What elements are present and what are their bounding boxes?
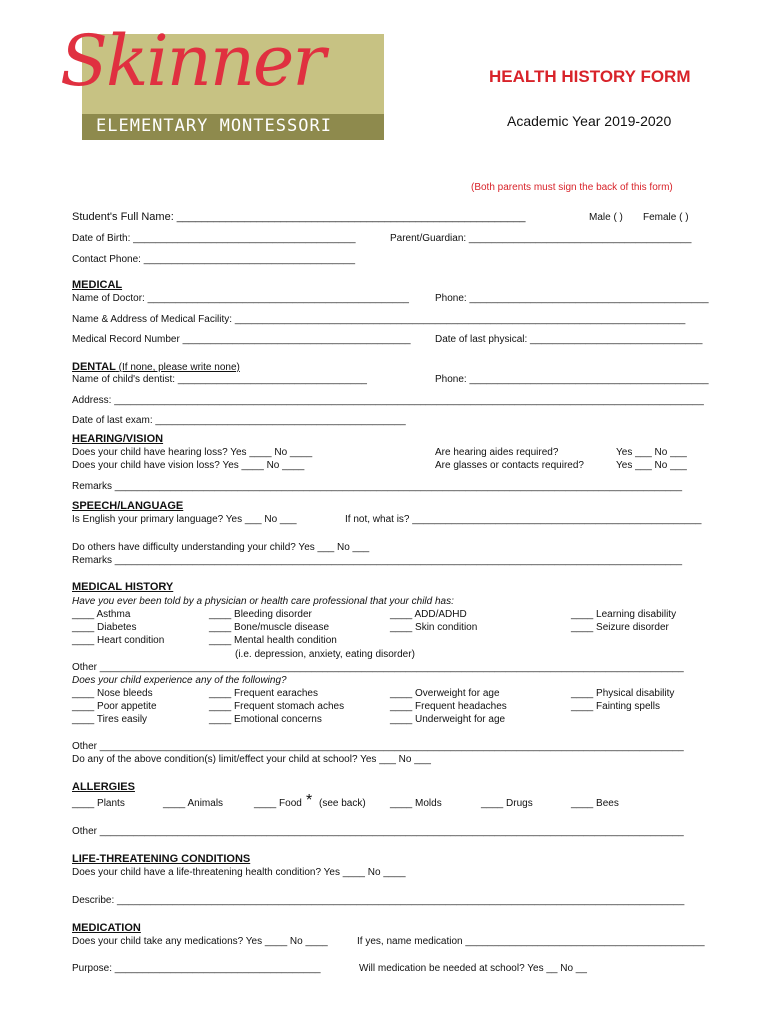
symptom-emotional[interactable]: ____ Emotional concerns [209, 714, 322, 725]
condition-skin[interactable]: ____ Skin condition [390, 622, 478, 633]
allergies-heading: ALLERGIES [72, 781, 135, 793]
symptom-stomach-aches[interactable]: ____ Frequent stomach aches [209, 701, 345, 712]
understanding-question[interactable]: Do others have difficulty understanding your child? Yes ___ No ___ [72, 542, 370, 553]
last-physical-field[interactable]: Date of last physical: _______________________________ [435, 334, 703, 345]
hearing-heading: HEARING/VISION [72, 433, 164, 445]
dentist-phone-field[interactable]: Phone: ___________________________________________ [435, 374, 709, 385]
condition-learning[interactable]: ____ Learning disability [571, 609, 677, 620]
symptom-earaches[interactable]: ____ Frequent earaches [209, 688, 318, 699]
medical-history-heading: MEDICAL HISTORY [72, 581, 174, 593]
logo-subtitle: ELEMENTARY MONTESSORI [96, 116, 332, 136]
glasses-answer[interactable]: Yes ___ No ___ [616, 460, 687, 471]
medication-school-question[interactable]: Will medication be needed at school? Yes __ No __ [359, 963, 587, 974]
doctor-phone-field[interactable]: Phone: ___________________________________________ [435, 293, 709, 304]
speech-remarks-field[interactable]: Remarks ______________________________________________________________________________________________________ [72, 555, 683, 566]
life-threatening-question[interactable]: Does your child have a life-threatening health condition? Yes ____ No ____ [72, 867, 406, 878]
medical-record-field[interactable]: Medical Record Number _________________________________________ [72, 334, 411, 345]
history-intro: Have you ever been told by a physician or health care professional that your child has: [72, 596, 454, 607]
vision-loss-question[interactable]: Does your child have vision loss? Yes ____ No ____ [72, 460, 305, 471]
limit-school-question[interactable]: Do any of the above condition(s) limit/effect your child at school? Yes ___ No ___ [72, 754, 431, 765]
other-language-field[interactable]: If not, what is? ____________________________________________________ [345, 514, 702, 525]
symptom-physical-disability[interactable]: ____ Physical disability [571, 688, 675, 699]
logo-script-text: Skinner [60, 20, 324, 102]
dentist-address-field[interactable]: Address: __________________________________________________________________________________________________________ [72, 395, 704, 406]
dob-field[interactable]: Date of Birth: ________________________________________ [72, 233, 356, 244]
speech-heading: SPEECH/LANGUAGE [72, 500, 184, 512]
hearing-remarks-field[interactable]: Remarks ______________________________________________________________________________________________________ [72, 481, 683, 492]
glasses-question: Are glasses or contacts required? [435, 460, 584, 471]
describe-field[interactable]: Describe: ______________________________________________________________________________________________________ [72, 895, 685, 906]
hearing-loss-question[interactable]: Does your child have hearing loss? Yes ____ No ____ [72, 447, 313, 458]
doctor-name-field[interactable]: Name of Doctor: _______________________________________________ [72, 293, 409, 304]
male-option[interactable]: Male ( ) [589, 212, 623, 223]
condition-diabetes[interactable]: ____ Diabetes [72, 622, 137, 633]
food-see-back: (see back) [319, 798, 366, 809]
hearing-aides-question: Are hearing aides required? [435, 447, 559, 458]
parents-sign-note: (Both parents must sign the back of this form) [471, 182, 673, 193]
dental-note: (If none, please write none) [118, 362, 240, 373]
condition-mental-health[interactable]: ____ Mental health condition [209, 635, 337, 646]
allergy-drugs[interactable]: ____ Drugs [481, 798, 533, 809]
symptom-fainting[interactable]: ____ Fainting spells [571, 701, 660, 712]
condition-asthma[interactable]: ____ Asthma [72, 609, 131, 620]
dental-heading: DENTAL (If none, please write none) [72, 361, 240, 373]
condition-heart[interactable]: ____ Heart condition [72, 635, 165, 646]
history-other-field-1[interactable]: Other _________________________________________________________________________________________________________ [72, 662, 684, 673]
symptom-underweight[interactable]: ____ Underweight for age [390, 714, 506, 725]
condition-bone-muscle[interactable]: ____ Bone/muscle disease [209, 622, 330, 633]
history-other-field-2[interactable]: Other _________________________________________________________________________________________________________ [72, 741, 684, 752]
contact-phone-field[interactable]: Contact Phone: ______________________________________ [72, 254, 356, 265]
condition-add-adhd[interactable]: ____ ADD/ADHD [390, 609, 467, 620]
condition-seizure[interactable]: ____ Seizure disorder [571, 622, 669, 633]
life-threatening-heading: LIFE-THREATENING CONDITIONS [72, 853, 251, 865]
symptom-nose-bleeds[interactable]: ____ Nose bleeds [72, 688, 153, 699]
last-exam-field[interactable]: Date of last exam: _____________________________________________ [72, 415, 406, 426]
symptom-headaches[interactable]: ____ Frequent headaches [390, 701, 507, 712]
dentist-name-field[interactable]: Name of child's dentist: __________________________________ [72, 374, 367, 385]
form-title: HEALTH HISTORY FORM [489, 67, 691, 86]
hearing-aides-answer[interactable]: Yes ___ No ___ [616, 447, 687, 458]
medical-heading: MEDICAL [72, 279, 123, 291]
medication-name-field[interactable]: If yes, name medication ___________________________________________ [357, 936, 705, 947]
female-option[interactable]: Female ( ) [643, 212, 689, 223]
academic-year: Academic Year 2019-2020 [507, 113, 672, 129]
allergy-bees[interactable]: ____ Bees [571, 798, 619, 809]
allergy-food[interactable]: ____ Food [254, 798, 302, 809]
symptom-overweight[interactable]: ____ Overweight for age [390, 688, 500, 699]
allergy-other-field[interactable]: Other _________________________________________________________________________________________________________ [72, 826, 684, 837]
symptom-tires-easily[interactable]: ____ Tires easily [72, 714, 148, 725]
allergy-plants[interactable]: ____ Plants [72, 798, 125, 809]
medication-purpose-field[interactable]: Purpose: _____________________________________ [72, 963, 321, 974]
english-question[interactable]: Is English your primary language? Yes ___ No ___ [72, 514, 297, 525]
experience-intro: Does your child experience any of the following? [72, 675, 287, 686]
medication-question[interactable]: Does your child take any medications? Yes ____ No ____ [72, 936, 328, 947]
mental-health-note: (i.e. depression, anxiety, eating disorder) [235, 649, 415, 660]
medication-heading: MEDICATION [72, 922, 141, 934]
guardian-field[interactable]: Parent/Guardian: ________________________________________ [390, 233, 692, 244]
condition-bleeding[interactable]: ____ Bleeding disorder [209, 609, 312, 620]
food-asterisk: * [306, 792, 313, 809]
symptom-poor-appetite[interactable]: ____ Poor appetite [72, 701, 157, 712]
allergy-molds[interactable]: ____ Molds [390, 798, 442, 809]
medical-facility-field[interactable]: Name & Address of Medical Facility: _________________________________________________________________________________ [72, 314, 686, 325]
allergy-animals[interactable]: ____ Animals [163, 798, 224, 809]
student-name-field[interactable]: Student's Full Name: _________________________________________________________ [72, 211, 526, 223]
